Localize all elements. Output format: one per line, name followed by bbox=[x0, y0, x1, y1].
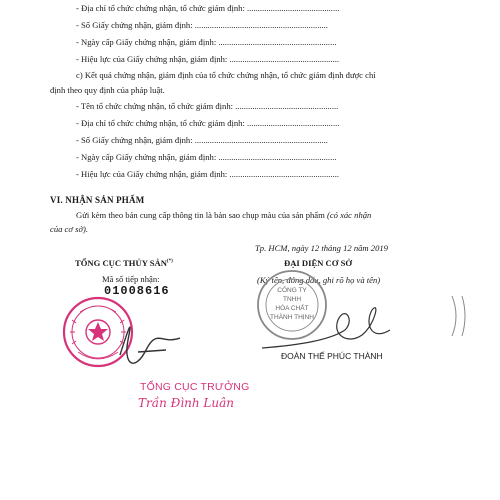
section-vi-body-italic: (có xác nhận bbox=[326, 210, 372, 220]
line-certificate-number-1: - Số Giấy chứng nhận, giám định: .............................................................. bbox=[76, 20, 328, 30]
line-validity-2: - Hiệu lực của Giấy chứng nhận, giám định: ................................................... bbox=[76, 169, 340, 179]
receipt-number: 01008616 bbox=[104, 284, 170, 298]
section-c-line-1: c) Kết quả chứng nhận, giám định của tổ chức chứng nhận, tổ chức giám định được chỉ bbox=[76, 70, 376, 80]
agency-title-text: TỔNG CỤC THỦY SẢN bbox=[75, 258, 167, 268]
agency-title-note: (*) bbox=[166, 259, 173, 265]
section-vi-body-text: Gửi kèm theo bản cung cấp thông tin là bản sao chụp màu của sản phẩm bbox=[76, 210, 327, 220]
stamp-line-4: THÀNH THỊNH bbox=[270, 314, 314, 321]
line-issue-date-1: - Ngày cấp Giấy chứng nhận, giám định: ....................................................... bbox=[76, 37, 337, 47]
receipt-label: Mã số tiếp nhận: bbox=[102, 274, 160, 284]
line-address-2: - Địa chỉ tổ chức chứng nhận, tổ chức giám định: ........................................... bbox=[76, 118, 340, 128]
line-issue-date-2: - Ngày cấp Giấy chứng nhận, giám định: ....................................................... bbox=[76, 152, 337, 162]
line-org-name-2: - Tên tổ chức chứng nhận, tổ chức giám định: ................................................ bbox=[76, 101, 339, 111]
section-vi-heading: VI. NHẬN SẢN PHẨM bbox=[50, 195, 145, 205]
stamp-line-2: TNHH bbox=[282, 296, 302, 303]
stamp-line-1: CÔNG TY bbox=[277, 287, 307, 294]
section-c-line-2: định theo quy định của pháp luật. bbox=[50, 85, 165, 95]
section-vi-body-line2: của cơ sở). bbox=[50, 224, 89, 234]
edge-stamp-icon bbox=[452, 296, 465, 336]
stamp-line-3: HÓA CHẤT bbox=[275, 305, 309, 312]
line-address-1: - Địa chỉ tổ chức chứng nhận, tổ chức giám định: ........................................... bbox=[76, 3, 340, 13]
place-date: Tp. HCM, ngày 12 tháng 12 năm 2019 bbox=[255, 243, 388, 253]
line-certificate-number-2: - Số Giấy chứng nhận, giám định: .............................................................. bbox=[76, 135, 328, 145]
representative-title: ĐẠI DIỆN CƠ SỞ bbox=[284, 258, 353, 268]
company-stamp-text bbox=[270, 285, 314, 321]
agency-signer-name: Trần Đình Luân bbox=[138, 396, 235, 410]
agency-seal-icon bbox=[64, 298, 132, 366]
representative-subtitle: (Ký tên, đóng dấu, ghi rõ họ và tên) bbox=[257, 275, 381, 285]
agency-signer-title: TỔNG CỤC TRƯỞNG bbox=[140, 381, 250, 393]
line-validity-1: - Hiệu lực của Giấy chứng nhận, giám định: ................................................... bbox=[76, 54, 340, 64]
representative-name: ĐOÀN THẾ PHÚC THÀNH bbox=[281, 351, 383, 361]
